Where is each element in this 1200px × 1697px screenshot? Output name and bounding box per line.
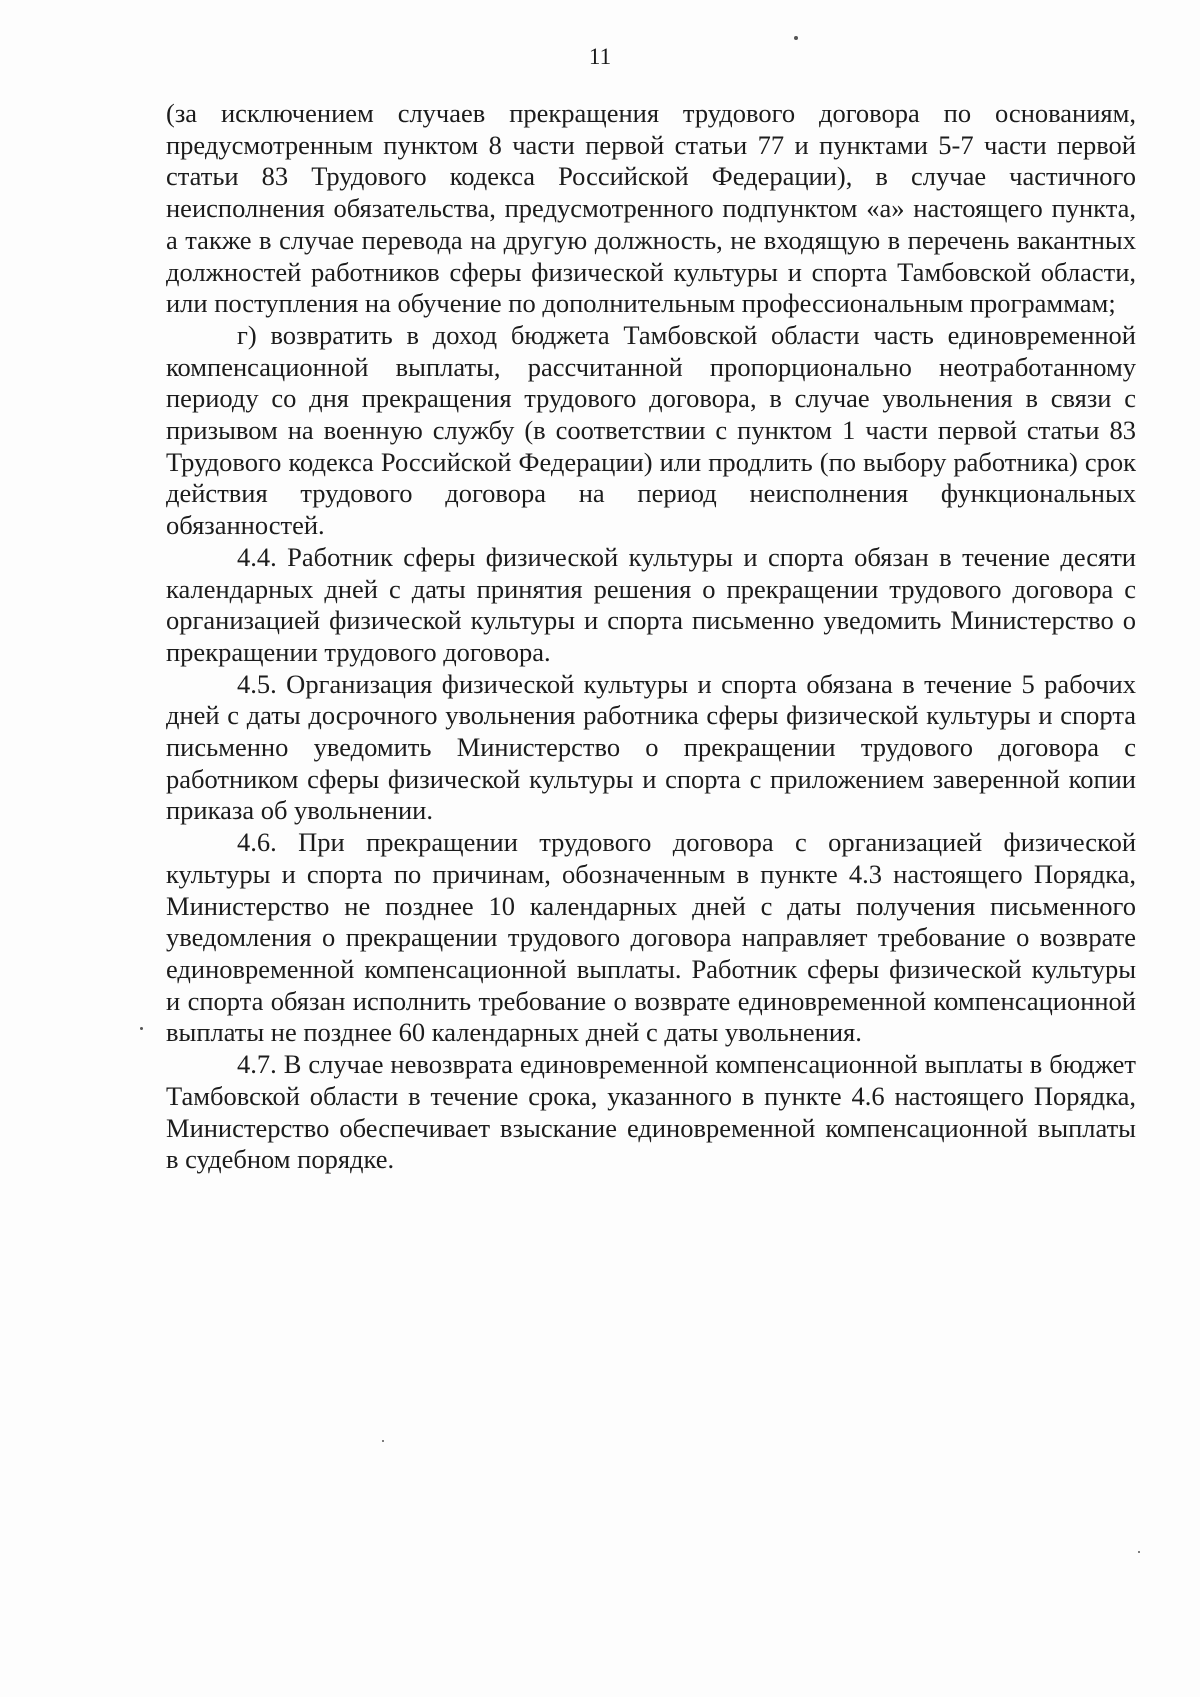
page-number: 11 <box>588 44 612 69</box>
document-body <box>166 98 1136 1176</box>
paragraph-4-6: 4.6. При прекращении трудового договора с организацией физической культуры и спорта по причинам, обозначенным в пункте 4.3 настоящего Порядка, Министерство не позднее 10 календарных дней с даты получения письменного уведомления о прекращении трудового договора направляет требование о возврате единовременной компенсационной выплаты. Работник сферы физической культуры и спорта обязан исполнить требование о возврате единовременной компенсационной выплаты не позднее 60 календарных дней с даты увольнения. <box>166 827 1136 1048</box>
scan-speck <box>794 36 798 40</box>
paragraph-4-5: 4.5. Организация физической культуры и спорта обязана в течение 5 рабочих дней с даты досрочного увольнения работника сферы физической культуры и спорта письменно уведомить Министерство о прекращении трудового договора с работником сферы физической культуры и спорта с приложением заверенной копии приказа об увольнении. <box>166 668 1136 826</box>
paragraph-subpoint-g: г) возвратить в доход бюджета Тамбовской области часть единовременной компенсационной выплаты, рассчитанной пропорционально неотработанному периоду со дня прекращения трудового договора, в случае увольнения в связи с призывом на военную службу (в соответствии с пунктом 1 части первой статьи 83 Трудового кодекса Российской Федерации) или продлить (по выбору работника) срок действия трудового договора на период неисполнения функциональных обязанностей. <box>166 319 1136 541</box>
scan-speck <box>382 1440 384 1442</box>
paragraph-4-4: 4.4. Работник сферы физической культуры и спорта обязан в течение десяти календарных дней с даты принятия решения о прекращении трудового договора с организацией физической культуры и спорта письменно уведомить Министерство о прекращении трудового договора. <box>166 541 1136 667</box>
scan-speck <box>140 1027 143 1030</box>
paragraph-continuation: (за исключением случаев прекращения трудового договора по основаниям, предусмотренным пунктом 8 части первой статьи 77 и пунктами 5-7 части первой статьи 83 Трудового кодекса Российской Федерации), в случае частичного неисполнения обязательства, предусмотренного подпунктом «а» настоящего пункта, а также в случае перевода на другую должность, не входящую в перечень вакантных должностей работников сферы физической культуры и спорта Тамбовской области, или поступления на обучение по дополнительным профессиональным программам; <box>166 98 1136 319</box>
paragraph-4-7: 4.7. В случае невозврата единовременной компенсационной выплаты в бюджет Тамбовской области в течение срока, указанного в пункте 4.6 настоящего Порядка, Министерство обеспечивает взыскание единовременной компенсационной выплаты в судебном порядке. <box>166 1049 1136 1175</box>
scan-speck <box>1138 1551 1140 1553</box>
